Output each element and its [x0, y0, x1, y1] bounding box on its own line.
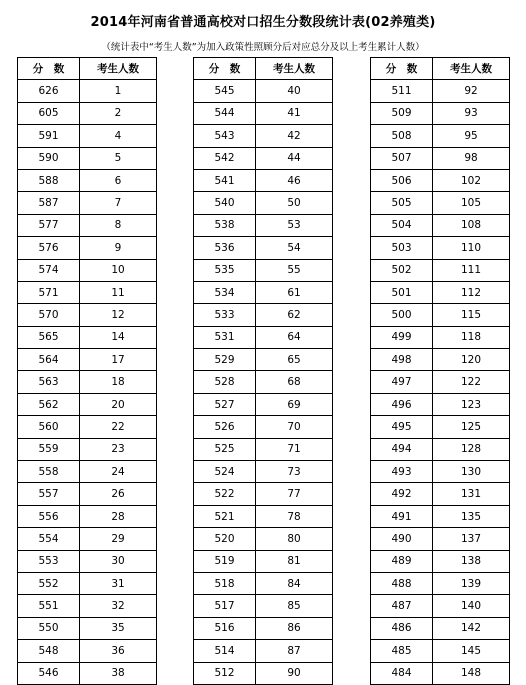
count-cell: 71: [256, 438, 333, 460]
score-cell: 531: [194, 326, 256, 348]
count-cell: 31: [80, 572, 157, 594]
score-cell: 521: [194, 505, 256, 527]
score-cell: 546: [18, 662, 80, 684]
count-cell: 6: [80, 169, 157, 191]
score-cell: 559: [18, 438, 80, 460]
score-cell: 538: [194, 214, 256, 236]
table-row: [18, 371, 157, 393]
table-row: [194, 169, 333, 191]
table-row: [18, 349, 157, 371]
table-row: [194, 214, 333, 236]
count-cell: 73: [256, 461, 333, 483]
table-row: [371, 617, 510, 639]
table-row: [18, 461, 157, 483]
score-cell: 527: [194, 393, 256, 415]
count-cell: 130: [433, 461, 510, 483]
table-row: [18, 192, 157, 214]
count-cell: 142: [433, 617, 510, 639]
score-cell: 587: [18, 192, 80, 214]
score-cell: 552: [18, 572, 80, 594]
count-cell: 81: [256, 550, 333, 572]
count-cell: 62: [256, 304, 333, 326]
score-cell: 562: [18, 393, 80, 415]
table-row: [18, 125, 157, 147]
table-row: [194, 528, 333, 550]
score-cell: 496: [371, 393, 433, 415]
score-cell: 517: [194, 595, 256, 617]
count-cell: 80: [256, 528, 333, 550]
count-cell: 87: [256, 640, 333, 662]
count-cell: 78: [256, 505, 333, 527]
score-cell: 498: [371, 349, 433, 371]
score-cell: 574: [18, 259, 80, 281]
count-cell: 20: [80, 393, 157, 415]
score-cell: 526: [194, 416, 256, 438]
score-cell: 550: [18, 617, 80, 639]
table-row: [194, 80, 333, 102]
count-cell: 84: [256, 572, 333, 594]
count-cell: 135: [433, 505, 510, 527]
table-row: [194, 304, 333, 326]
table-row: [18, 147, 157, 169]
table-row: [194, 505, 333, 527]
table-row: [18, 438, 157, 460]
table-row: [371, 572, 510, 594]
table-row: [18, 528, 157, 550]
count-cell: 70: [256, 416, 333, 438]
count-cell: 90: [256, 662, 333, 684]
score-cell: 522: [194, 483, 256, 505]
table-row: [18, 102, 157, 124]
count-cell: 65: [256, 349, 333, 371]
score-cell: 536: [194, 237, 256, 259]
score-cell: 541: [194, 169, 256, 191]
table-row: [18, 259, 157, 281]
score-cell: 545: [194, 80, 256, 102]
table-row: [18, 640, 157, 662]
count-cell: 145: [433, 640, 510, 662]
table-row: [18, 169, 157, 191]
table-row: [194, 550, 333, 572]
score-cell: 571: [18, 281, 80, 303]
table-row: [371, 147, 510, 169]
score-cell: 540: [194, 192, 256, 214]
score-cell: 507: [371, 147, 433, 169]
score-column-header: 分 数: [194, 58, 256, 80]
count-cell: 8: [80, 214, 157, 236]
score-cell: 495: [371, 416, 433, 438]
count-cell: 123: [433, 393, 510, 415]
score-cell: 492: [371, 483, 433, 505]
count-cell: 118: [433, 326, 510, 348]
count-cell: 92: [433, 80, 510, 102]
table-row: [18, 214, 157, 236]
score-cell: 563: [18, 371, 80, 393]
score-cell: 485: [371, 640, 433, 662]
score-cell: 557: [18, 483, 80, 505]
score-cell: 509: [371, 102, 433, 124]
table-row: [194, 125, 333, 147]
count-cell: 9: [80, 237, 157, 259]
table-row: [194, 281, 333, 303]
count-cell: 42: [256, 125, 333, 147]
count-cell: 105: [433, 192, 510, 214]
count-column-header: 考生人数: [433, 58, 510, 80]
count-cell: 53: [256, 214, 333, 236]
table-row: [194, 349, 333, 371]
table-row: [18, 550, 157, 572]
table-row: [371, 371, 510, 393]
score-cell: 519: [194, 550, 256, 572]
count-cell: 140: [433, 595, 510, 617]
count-cell: 23: [80, 438, 157, 460]
score-cell: 503: [371, 237, 433, 259]
score-cell: 502: [371, 259, 433, 281]
count-column-header: 考生人数: [80, 58, 157, 80]
count-cell: 55: [256, 259, 333, 281]
table-row: [371, 259, 510, 281]
count-cell: 50: [256, 192, 333, 214]
table-row: [371, 483, 510, 505]
table-row: [18, 281, 157, 303]
count-cell: 5: [80, 147, 157, 169]
table-row: [371, 102, 510, 124]
table-row: [371, 461, 510, 483]
count-cell: 26: [80, 483, 157, 505]
table-row: [18, 393, 157, 415]
table-row: [194, 192, 333, 214]
score-cell: 525: [194, 438, 256, 460]
score-cell: 529: [194, 349, 256, 371]
table-row: [194, 483, 333, 505]
score-cell: 506: [371, 169, 433, 191]
score-cell: 488: [371, 572, 433, 594]
score-cell: 518: [194, 572, 256, 594]
score-cell: 505: [371, 192, 433, 214]
count-cell: 4: [80, 125, 157, 147]
score-cell: 487: [371, 595, 433, 617]
score-cell: 626: [18, 80, 80, 102]
score-cell: 500: [371, 304, 433, 326]
table-row: [194, 237, 333, 259]
table-row: [18, 80, 157, 102]
table-row: [194, 259, 333, 281]
count-cell: 18: [80, 371, 157, 393]
score-cell: 554: [18, 528, 80, 550]
count-cell: 110: [433, 237, 510, 259]
count-cell: 139: [433, 572, 510, 594]
table-row: [18, 505, 157, 527]
score-cell: 489: [371, 550, 433, 572]
count-cell: 7: [80, 192, 157, 214]
score-cell: 528: [194, 371, 256, 393]
count-cell: 108: [433, 214, 510, 236]
table-row: [194, 102, 333, 124]
score-cell: 590: [18, 147, 80, 169]
score-cell: 534: [194, 281, 256, 303]
table-row: [194, 640, 333, 662]
count-cell: 64: [256, 326, 333, 348]
table-row: [371, 125, 510, 147]
table-row: [18, 237, 157, 259]
score-cell: 514: [194, 640, 256, 662]
score-cell: 533: [194, 304, 256, 326]
score-cell: 570: [18, 304, 80, 326]
count-cell: 111: [433, 259, 510, 281]
count-cell: 131: [433, 483, 510, 505]
score-cell: 544: [194, 102, 256, 124]
score-cell: 493: [371, 461, 433, 483]
count-cell: 137: [433, 528, 510, 550]
count-cell: 138: [433, 550, 510, 572]
table-row: [194, 147, 333, 169]
score-cell: 484: [371, 662, 433, 684]
count-cell: 98: [433, 147, 510, 169]
table-row: [194, 393, 333, 415]
count-cell: 77: [256, 483, 333, 505]
score-cell: 564: [18, 349, 80, 371]
table-row: [18, 572, 157, 594]
table-row: [371, 349, 510, 371]
score-cell: 516: [194, 617, 256, 639]
table-row: [371, 214, 510, 236]
table-row: [18, 326, 157, 348]
count-cell: 2: [80, 102, 157, 124]
count-cell: 61: [256, 281, 333, 303]
count-cell: 24: [80, 461, 157, 483]
count-cell: 54: [256, 237, 333, 259]
table-row: [371, 595, 510, 617]
count-cell: 30: [80, 550, 157, 572]
score-cell: 511: [371, 80, 433, 102]
count-cell: 112: [433, 281, 510, 303]
table-row: [18, 483, 157, 505]
score-cell: 556: [18, 505, 80, 527]
count-cell: 95: [433, 125, 510, 147]
page-title: 2014年河南省普通高校对口招生分数段统计表(02养殖类): [90, 15, 436, 30]
table-row: [371, 304, 510, 326]
table-row: [18, 595, 157, 617]
score-cell: 576: [18, 237, 80, 259]
count-cell: 10: [80, 259, 157, 281]
table-row: [194, 326, 333, 348]
table-row: [371, 393, 510, 415]
score-cell: 520: [194, 528, 256, 550]
count-cell: 69: [256, 393, 333, 415]
count-cell: 148: [433, 662, 510, 684]
count-cell: 122: [433, 371, 510, 393]
score-table-3: [370, 57, 510, 685]
score-cell: 501: [371, 281, 433, 303]
score-cell: 542: [194, 147, 256, 169]
score-cell: 512: [194, 662, 256, 684]
score-cell: 560: [18, 416, 80, 438]
score-cell: 494: [371, 438, 433, 460]
count-cell: 22: [80, 416, 157, 438]
table-row: [18, 304, 157, 326]
count-cell: 85: [256, 595, 333, 617]
score-column-header: 分 数: [371, 58, 433, 80]
score-cell: 508: [371, 125, 433, 147]
count-cell: 128: [433, 438, 510, 460]
table-row: [371, 550, 510, 572]
score-cell: 565: [18, 326, 80, 348]
table-row: [371, 237, 510, 259]
page-subtitle: （统计表中“考生人数”为加入政策性照顾分后对应总分及以上考生累计人数）: [101, 42, 425, 53]
count-cell: 40: [256, 80, 333, 102]
score-cell: 490: [371, 528, 433, 550]
table-row: [194, 461, 333, 483]
count-cell: 29: [80, 528, 157, 550]
score-cell: 605: [18, 102, 80, 124]
count-column-header: 考生人数: [256, 58, 333, 80]
count-cell: 125: [433, 416, 510, 438]
count-cell: 36: [80, 640, 157, 662]
table-row: [371, 505, 510, 527]
score-cell: 524: [194, 461, 256, 483]
score-cell: 497: [371, 371, 433, 393]
table-row: [194, 438, 333, 460]
score-table-2: [193, 57, 333, 685]
table-row: [371, 326, 510, 348]
score-cell: 577: [18, 214, 80, 236]
score-cell: 543: [194, 125, 256, 147]
score-cell: 551: [18, 595, 80, 617]
score-cell: 553: [18, 550, 80, 572]
score-table-1: [17, 57, 157, 685]
table-row: [371, 192, 510, 214]
score-cell: 588: [18, 169, 80, 191]
count-cell: 41: [256, 102, 333, 124]
count-cell: 44: [256, 147, 333, 169]
table-row: [18, 662, 157, 684]
score-cell: 499: [371, 326, 433, 348]
table-row: [194, 662, 333, 684]
count-cell: 102: [433, 169, 510, 191]
score-cell: 591: [18, 125, 80, 147]
table-row: [194, 416, 333, 438]
table-row: [371, 438, 510, 460]
count-cell: 12: [80, 304, 157, 326]
table-row: [18, 617, 157, 639]
count-cell: 14: [80, 326, 157, 348]
score-cell: 548: [18, 640, 80, 662]
count-cell: 115: [433, 304, 510, 326]
table-row: [371, 169, 510, 191]
score-cell: 558: [18, 461, 80, 483]
table-row: [371, 640, 510, 662]
count-cell: 93: [433, 102, 510, 124]
table-row: [371, 416, 510, 438]
table-row: [371, 528, 510, 550]
count-cell: 86: [256, 617, 333, 639]
table-row: [194, 617, 333, 639]
score-column-header: 分 数: [18, 58, 80, 80]
table-row: [194, 371, 333, 393]
count-cell: 11: [80, 281, 157, 303]
table-row: [18, 416, 157, 438]
table-row: [371, 662, 510, 684]
count-cell: 68: [256, 371, 333, 393]
count-cell: 28: [80, 505, 157, 527]
score-cell: 504: [371, 214, 433, 236]
table-row: [371, 80, 510, 102]
count-cell: 46: [256, 169, 333, 191]
count-cell: 38: [80, 662, 157, 684]
table-row: [194, 572, 333, 594]
table-row: [371, 281, 510, 303]
table-row: [194, 595, 333, 617]
count-cell: 120: [433, 349, 510, 371]
count-cell: 1: [80, 80, 157, 102]
score-cell: 491: [371, 505, 433, 527]
score-cell: 535: [194, 259, 256, 281]
count-cell: 32: [80, 595, 157, 617]
count-cell: 17: [80, 349, 157, 371]
count-cell: 35: [80, 617, 157, 639]
score-cell: 486: [371, 617, 433, 639]
